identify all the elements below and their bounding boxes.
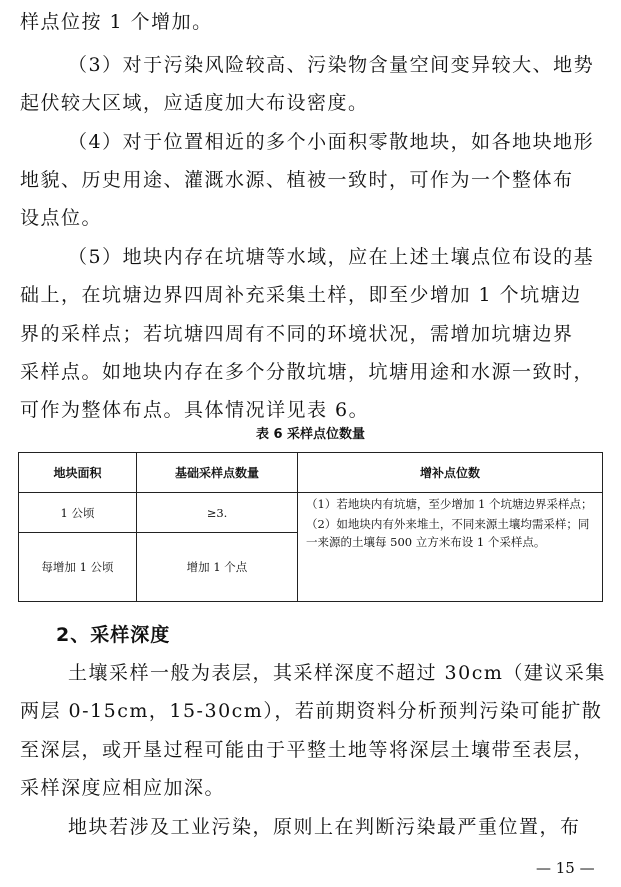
table-note: （1）若地块内有坑塘，至少增加 1 个坑塘边界采样点；	[306, 497, 593, 511]
text-line: 设点位。	[20, 207, 103, 229]
text-line: （3）对于污染风险较高、污染物含量空间变异较大、地势	[68, 54, 595, 76]
page-number: — 15 —	[536, 859, 595, 877]
text-line: 样点位按 1 个增加。	[20, 11, 213, 33]
table-cell: 1 公顷	[19, 493, 137, 533]
text-line: 础上，在坑塘边界四周补充采集土样，即至少增加 1 个坑塘边	[20, 284, 582, 306]
text-line: 两层 0-15cm，15-30cm），若前期资料分析预判污染可能扩散	[20, 700, 603, 722]
text-line: 采样点。如地块内存在多个分散坑塘，坑塘用途和水源一致时，	[20, 361, 595, 383]
text-line: 地块若涉及工业污染，原则上在判断污染最严重位置，布	[68, 816, 581, 838]
supplement-notes-cell	[298, 493, 603, 602]
text-line: （4）对于位置相近的多个小面积零散地块，如各地块地形	[68, 131, 595, 153]
table-cell: ≥3.	[137, 493, 298, 533]
text-line: （5）地块内存在坑塘等水域，应在上述土壤点位布设的基	[68, 246, 595, 268]
table-note: （2）如地块内有外来堆土，不同来源土壤均需采样；同一来源的土壤每 500 立方米布设 1 个采样点。	[306, 517, 590, 549]
table-row	[19, 493, 603, 533]
text-line: 至深层，或开垦过程可能由于平整土地等将深层土壤带至表层，	[20, 739, 595, 761]
table-caption: 表 6 采样点位数量	[255, 427, 366, 442]
text-line: 地貌、历史用途、灌溉水源、植被一致时，可作为一个整体布	[20, 169, 574, 191]
column-header: 增补点位数	[298, 453, 603, 493]
column-header: 地块面积	[19, 453, 137, 493]
text-line: 可作为整体布点。具体情况详见表 6。	[20, 399, 370, 421]
column-header: 基础采样点数量	[137, 453, 298, 493]
text-line: 采样深度应相应加深。	[20, 777, 226, 799]
text-line: 起伏较大区域，应适度加大布设密度。	[20, 92, 369, 114]
table-header-row	[19, 453, 603, 493]
table-cell: 每增加 1 公顷	[19, 533, 137, 602]
table-cell: 增加 1 个点	[137, 533, 298, 602]
section-heading: 2、采样深度	[56, 624, 171, 646]
text-line: 界的采样点；若坑塘四周有不同的环境状况，需增加坑塘边界	[20, 323, 574, 345]
sampling-points-table	[18, 452, 603, 602]
text-line: 土壤采样一般为表层，其采样深度不超过 30cm（建议采集	[68, 662, 606, 684]
